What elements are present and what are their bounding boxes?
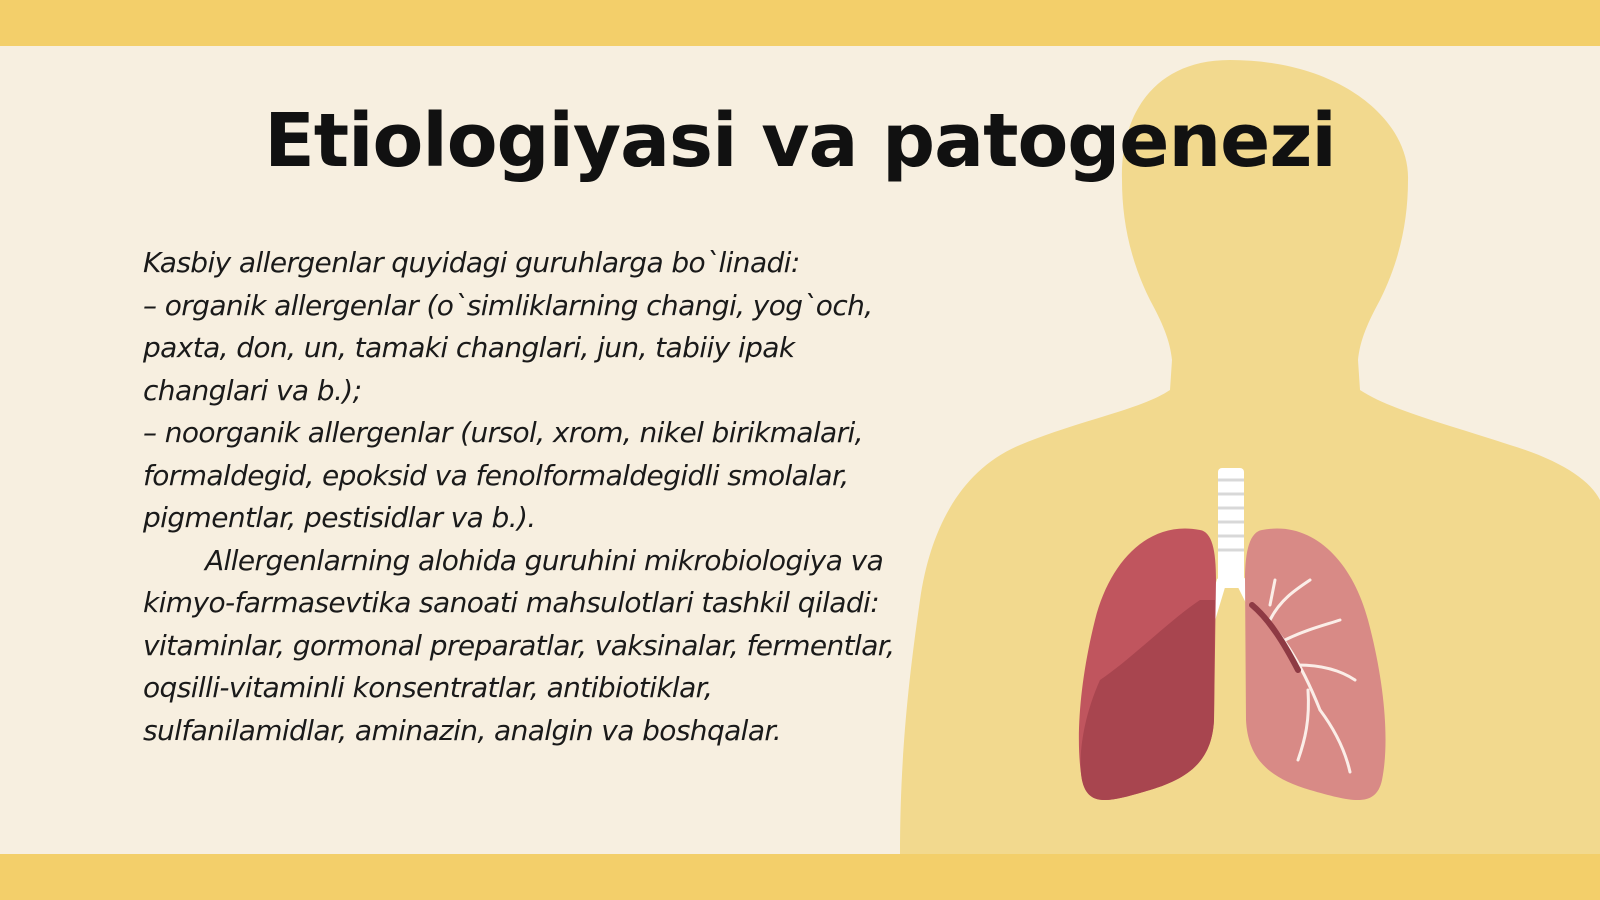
body-line: pigmentlar, pestisidlar va b.).: [143, 501, 536, 534]
body-line: – organik allergenlar (o`simliklarning changi, yog`och,: [143, 288, 873, 322]
body-line: kimyo-farmasevtika sanoati mahsulotlari tashkil qiladi:: [143, 586, 880, 619]
body-line: vitaminlar, gormonal preparatlar, vaksinalar, fermentlar,: [143, 628, 895, 662]
body-line: changlari va b.);: [143, 373, 362, 407]
body-line: paxta, don, un, tamaki changlari, jun, tabiiy ipak: [143, 331, 795, 364]
slide-title: Etiologiyasi va patogenezi: [264, 98, 1336, 184]
body-text: [143, 242, 983, 752]
body-line: formaldegid, epoksid va fenolformaldegidli smolalar,: [143, 458, 849, 492]
body-line: sulfanilamidlar, aminazin, analgin va boshqalar.: [143, 713, 782, 747]
bottom-band: [0, 854, 1600, 900]
body-line: Kasbiy allergenlar quyidagi guruhlarga bo`linadi:: [143, 246, 800, 279]
body-line: – noorganik allergenlar (ursol, xrom, nikel birikmalari,: [143, 416, 863, 449]
body-line: Allergenlarning alohida guruhini mikrobiologiya va: [205, 543, 884, 577]
body-line: oqsilli-vitaminli konsentratlar, antibiotiklar,: [143, 671, 713, 704]
top-band: [0, 0, 1600, 46]
